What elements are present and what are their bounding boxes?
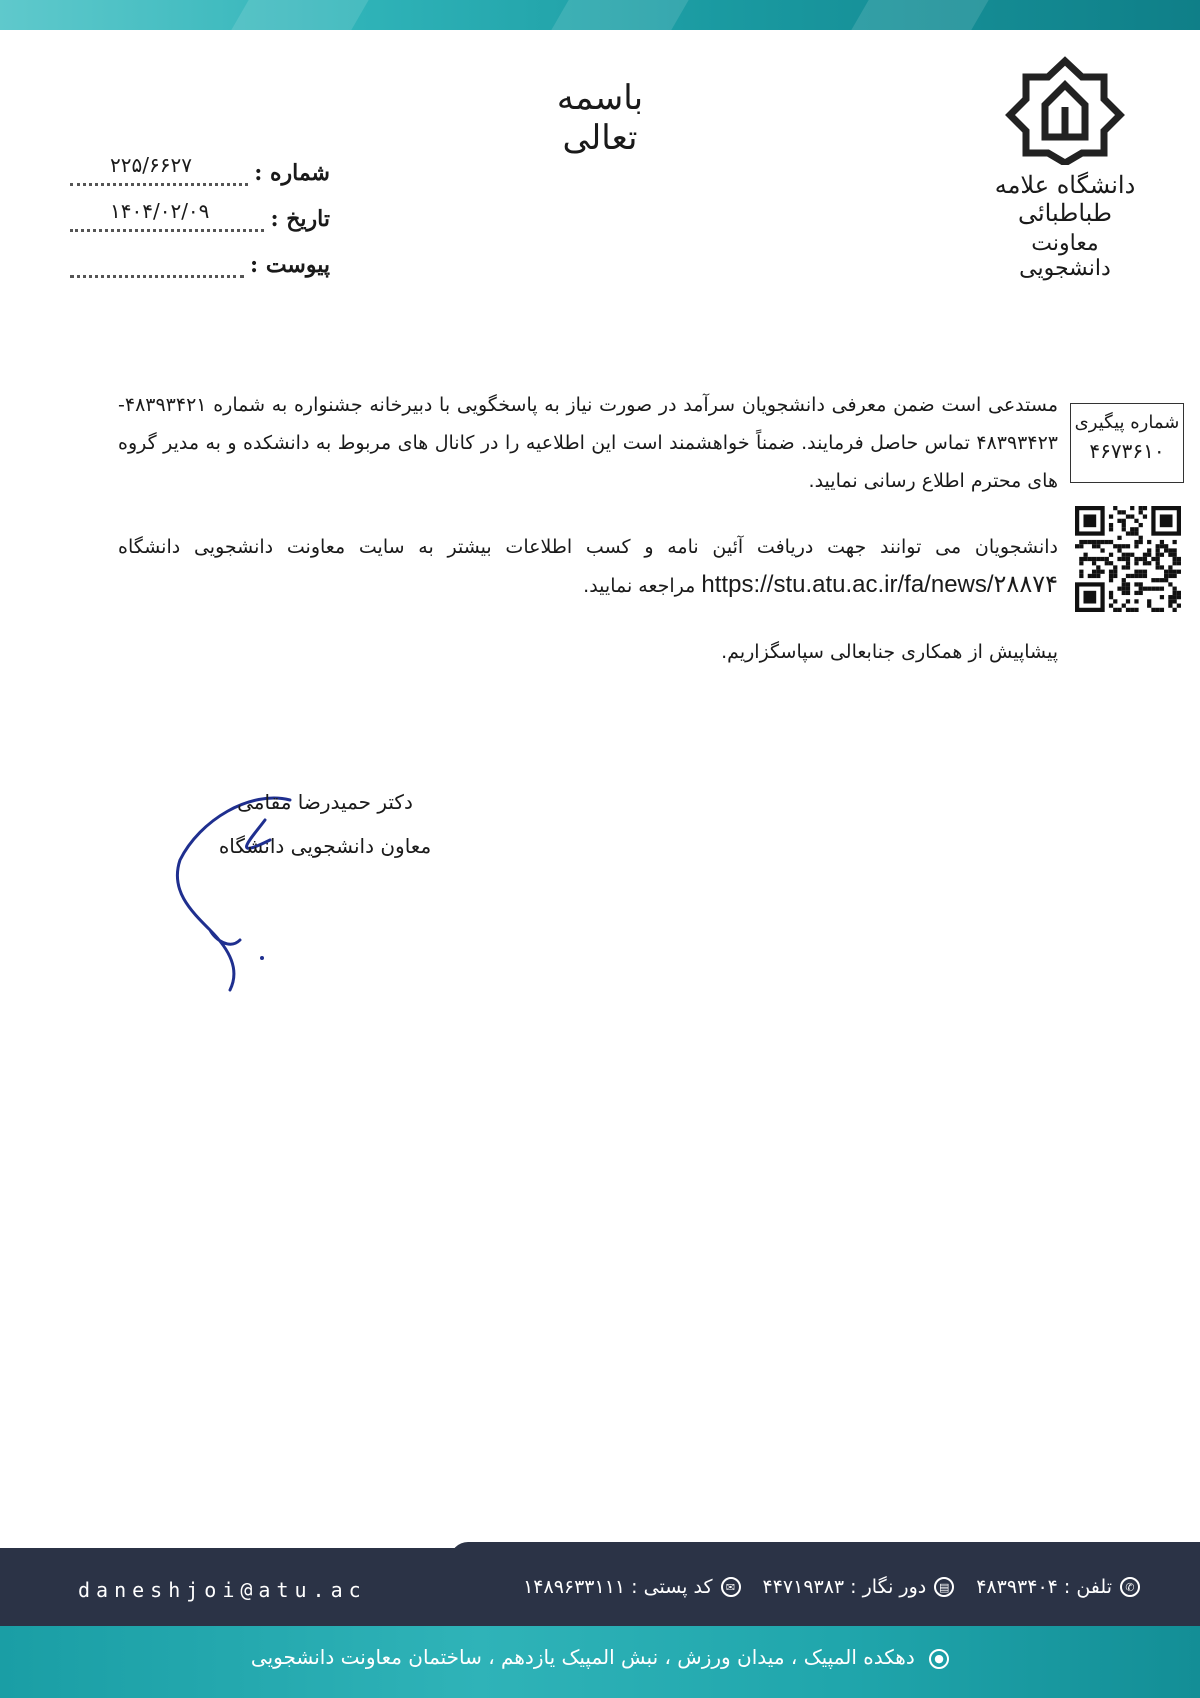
letter-body <box>118 386 1058 699</box>
university-logo <box>990 55 1140 281</box>
bismillah: باسمه تعالی <box>556 78 644 158</box>
phone-text: تلفن : ۴۸۳۹۳۴۰۴ <box>976 1576 1112 1598</box>
paragraph-2 <box>118 528 1058 605</box>
qr-code-icon[interactable] <box>1075 506 1181 612</box>
phone-icon: ✆ <box>1120 1577 1140 1597</box>
number-row <box>70 140 330 186</box>
top-accent-bar <box>0 0 1200 30</box>
signature-block <box>200 780 450 868</box>
tracking-box <box>1070 403 1184 483</box>
mail-icon: ✉ <box>721 1577 741 1597</box>
date-row <box>70 186 330 232</box>
email-link[interactable]: daneshjoi@atu.ac <box>78 1578 367 1602</box>
paragraph-1: مستدعی است ضمن معرفی دانشجویان سرآمد در صورت نیاز به پاسخگویی با دبیرخانه جشنواره به شماره ۴۸۳۹۳۴۲۱- ۴۸۳۹۳۴۲۳ تماس حاصل فرمایند. ضمناً خواهشمند است این اطلاعیه را در کانال های مربوط به دانشکده و به مدیر گروه های محترم اطلاع رسانی نمایید. <box>118 394 1058 492</box>
address-text: دهکده المپیک ، میدان ورزش ، نبش المپیک یازدهم ، ساختمان معاونت دانشجویی <box>250 1645 915 1669</box>
number-label: شماره : <box>254 160 330 186</box>
postal-contact <box>523 1576 740 1598</box>
fax-text: دور نگار : ۴۴۷۱۹۳۸۳ <box>762 1576 927 1598</box>
address-line <box>0 1645 1200 1669</box>
postal-text: کد پستی : ۱۴۸۹۶۳۳۱۱۱ <box>523 1576 713 1598</box>
letter-meta <box>70 140 330 278</box>
news-link[interactable]: https://stu.atu.ac.ir/fa/news/۲۸۸۷۴ <box>701 571 1058 598</box>
closing-line: پیشاپیش از همکاری جنابعالی سپاسگزاریم. <box>721 641 1058 663</box>
phone-contact <box>976 1576 1140 1598</box>
footer-contacts <box>0 1566 1200 1606</box>
date-label: تاریخ : <box>270 206 330 232</box>
attachment-row <box>70 232 330 278</box>
paragraph-2-text: دانشجویان می توانند جهت دریافت آئین نامه و کسب اطلاعات بیشتر به سایت معاونت دانشجویی دانشگاه <box>118 536 1058 558</box>
signer-name: دکتر حمیدرضا مقامی <box>237 790 413 814</box>
tracking-label: شماره پیگیری <box>1074 412 1180 433</box>
logo-emblem-icon <box>1000 55 1130 165</box>
department-name: معاونت دانشجویی <box>1019 231 1111 281</box>
university-name: دانشگاه علامه طباطبائی <box>994 171 1136 227</box>
attachment-label: پیوست : <box>250 252 330 278</box>
paragraph-2-end: مراجعه نمایید. <box>583 575 696 597</box>
fax-contact <box>763 1576 955 1598</box>
date-value: ۱۴۰۴/۰۲/۰۹ <box>110 199 210 223</box>
signer-title: معاون دانشجویی دانشگاه <box>218 834 432 858</box>
location-pin-icon: ● <box>929 1649 949 1669</box>
fax-icon: ▤ <box>934 1577 954 1597</box>
tracking-number: ۴۶۷۳۶۱۰ <box>1089 439 1165 463</box>
number-value: ۲۲۵/۶۶۲۷ <box>110 153 192 177</box>
